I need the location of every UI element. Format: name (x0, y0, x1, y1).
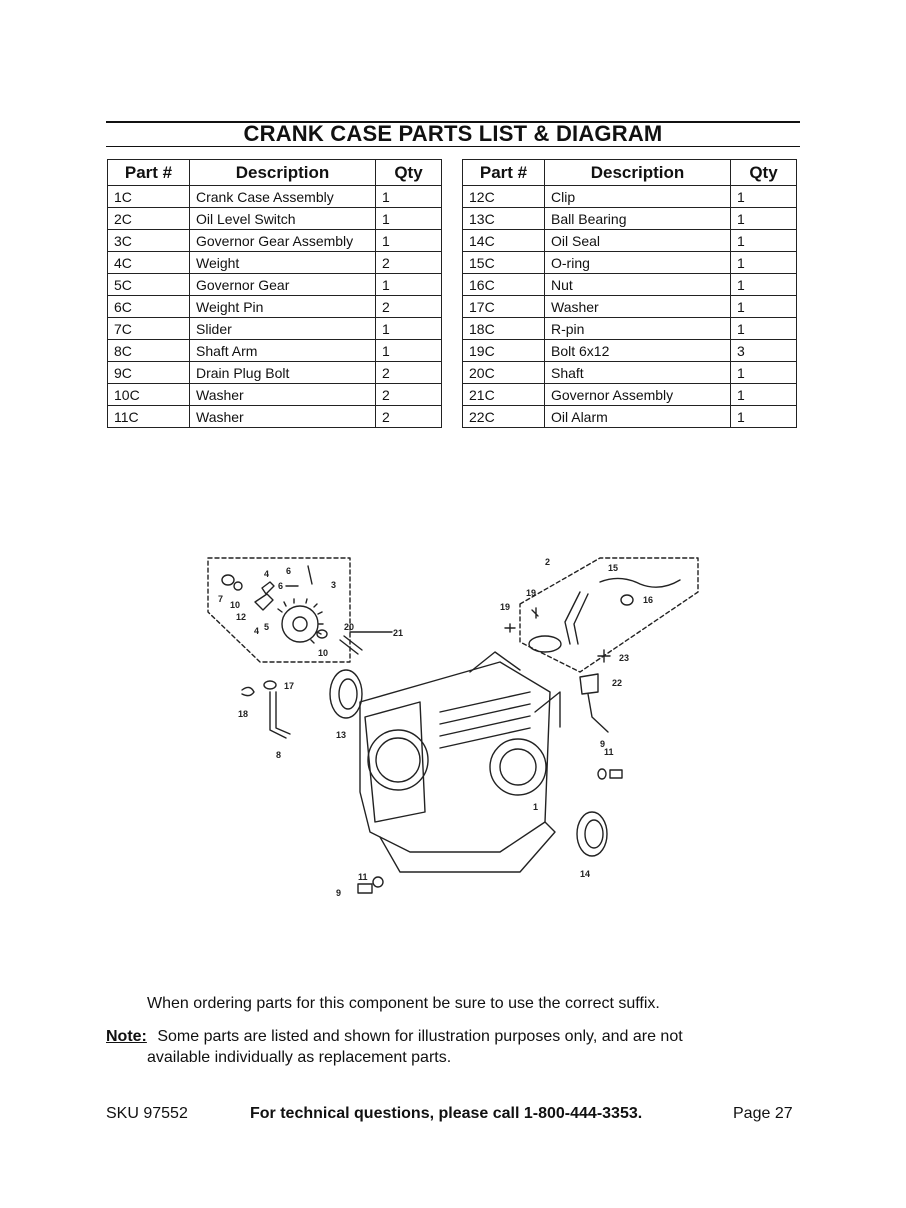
header-qty: Qty (376, 160, 442, 186)
callout-label: 16 (643, 595, 654, 605)
header-part: Part # (108, 160, 190, 186)
table-row (463, 208, 797, 230)
callout-label: 22 (612, 678, 623, 688)
suffix-instruction: When ordering parts for this component be sure to use the correct suffix. (147, 995, 660, 1012)
governor-shaft (340, 636, 362, 654)
table-row (108, 296, 442, 318)
cell-part: 16C (463, 274, 545, 296)
footer-sku: SKU 97552 (106, 1105, 188, 1122)
cell-part: 20C (463, 362, 545, 384)
header-description: Description (190, 160, 376, 186)
cell-part: 17C (463, 296, 545, 318)
crank-case-exploded-diagram (200, 552, 700, 912)
cell-description: Oil Alarm (545, 406, 731, 428)
table-row (108, 230, 442, 252)
cell-description: O-ring (545, 252, 731, 274)
callout-label: 9 (336, 888, 342, 898)
cell-description: Nut (545, 274, 731, 296)
oil-seal-part (577, 812, 607, 856)
cell-description: Governor Gear Assembly (190, 230, 376, 252)
table-header-row (463, 160, 797, 186)
cell-part: 6C (108, 296, 190, 318)
page-title: CRANK CASE PARTS LIST & DIAGRAM (243, 121, 663, 146)
callout-label: 6 (278, 581, 284, 591)
cell-qty: 2 (376, 252, 442, 274)
callout-label: 10 (230, 600, 241, 610)
callout-label: 11 (604, 747, 614, 757)
cell-qty: 1 (731, 384, 797, 406)
cell-part: 7C (108, 318, 190, 340)
table-row (463, 406, 797, 428)
callout-label: 5 (264, 622, 270, 632)
table-row (108, 362, 442, 384)
cell-part: 19C (463, 340, 545, 362)
header-description: Description (545, 160, 731, 186)
cell-qty: 1 (731, 186, 797, 208)
table-row (463, 230, 797, 252)
callout-label: 6 (286, 566, 292, 576)
callout-label: 15 (608, 563, 619, 573)
cell-part: 2C (108, 208, 190, 230)
cell-description: Governor Assembly (545, 384, 731, 406)
cell-part: 22C (463, 406, 545, 428)
cell-qty: 3 (731, 340, 797, 362)
callout-label: 13 (336, 730, 347, 740)
note-text-line-2: available individually as replacement parts. (147, 1049, 452, 1066)
callout-label: 10 (318, 648, 329, 658)
callout-label: 7 (218, 594, 224, 604)
shaft-arm-part (270, 692, 290, 738)
cell-description: Bolt 6x12 (545, 340, 731, 362)
table-row (463, 186, 797, 208)
cell-part: 8C (108, 340, 190, 362)
note-label: Note: (106, 1028, 147, 1045)
cell-description: Slider (190, 318, 376, 340)
cell-qty: 1 (376, 230, 442, 252)
callout-label: 4 (254, 626, 260, 636)
cell-part: 4C (108, 252, 190, 274)
cell-description: Ball Bearing (545, 208, 731, 230)
cell-qty: 1 (376, 340, 442, 362)
cell-part: 10C (108, 384, 190, 406)
cell-qty: 2 (376, 384, 442, 406)
footer-technical-questions: For technical questions, please call 1-800-444-3353. (250, 1105, 643, 1122)
callout-label: 17 (284, 681, 295, 691)
cell-description: Shaft Arm (190, 340, 376, 362)
cell-qty: 1 (731, 362, 797, 384)
weight-parts (255, 582, 274, 610)
governor-gear-part (278, 599, 323, 643)
r-pin-part (242, 687, 254, 695)
cell-description: Governor Gear (190, 274, 376, 296)
header-qty: Qty (731, 160, 797, 186)
callout-label: 8 (276, 750, 282, 760)
header-part: Part # (463, 160, 545, 186)
callout-label: 12 (236, 612, 247, 622)
cell-part: 11C (108, 406, 190, 428)
callout-label: 21 (393, 628, 404, 638)
cell-part: 1C (108, 186, 190, 208)
cell-part: 5C (108, 274, 190, 296)
washer-17-part (264, 681, 276, 689)
callout-label: 19 (526, 588, 537, 598)
table-row (108, 406, 442, 428)
callout-label: 14 (580, 869, 591, 879)
parts-table-left (107, 159, 442, 428)
cell-description: Shaft (545, 362, 731, 384)
callout-label: 4 (264, 569, 270, 579)
table-row (108, 340, 442, 362)
note-text-line-1: Some parts are listed and shown for illustration purposes only, and are not (157, 1028, 683, 1045)
cell-description: Washer (545, 296, 731, 318)
callout-label: 11 (358, 872, 368, 882)
callout-label: 3 (331, 580, 337, 590)
cell-part: 21C (463, 384, 545, 406)
cell-description: Washer (190, 406, 376, 428)
table-row (108, 274, 442, 296)
cell-description: Drain Plug Bolt (190, 362, 376, 384)
callout-label: 2 (545, 557, 551, 567)
cell-description: Crank Case Assembly (190, 186, 376, 208)
table-row (463, 274, 797, 296)
cell-description: Oil Level Switch (190, 208, 376, 230)
table-row (463, 318, 797, 340)
cell-part: 9C (108, 362, 190, 384)
callout-label: 18 (238, 709, 249, 719)
ball-bearing-part (330, 670, 362, 718)
table-row (463, 252, 797, 274)
crank-case-body (360, 652, 560, 872)
cell-part: 13C (463, 208, 545, 230)
table-row (463, 362, 797, 384)
cell-qty: 1 (731, 252, 797, 274)
cell-qty: 1 (731, 296, 797, 318)
table-row (108, 384, 442, 406)
table-row (108, 318, 442, 340)
table-row (463, 384, 797, 406)
cell-qty: 1 (376, 186, 442, 208)
cell-qty: 2 (376, 406, 442, 428)
note-paragraph (106, 1026, 683, 1047)
cell-description: Clip (545, 186, 731, 208)
callout-label: 9 (600, 739, 606, 749)
callout-label: 23 (619, 653, 630, 663)
table-header-row (108, 160, 442, 186)
callout-label: 1 (533, 802, 539, 812)
cell-qty: 1 (731, 406, 797, 428)
cell-qty: 1 (376, 274, 442, 296)
table-row (108, 252, 442, 274)
cell-qty: 1 (731, 230, 797, 252)
cell-description: Weight Pin (190, 296, 376, 318)
parts-table-right (462, 159, 797, 428)
cell-qty: 1 (731, 274, 797, 296)
cell-part: 18C (463, 318, 545, 340)
cell-description: R-pin (545, 318, 731, 340)
cell-description: Weight (190, 252, 376, 274)
cell-qty: 2 (376, 296, 442, 318)
cell-part: 14C (463, 230, 545, 252)
diagram-callouts (218, 557, 653, 898)
oil-alarm-part (580, 650, 610, 732)
cell-qty: 1 (731, 208, 797, 230)
cell-part: 15C (463, 252, 545, 274)
title-rule-bottom (106, 146, 800, 147)
cell-description: Washer (190, 384, 376, 406)
table-row (108, 186, 442, 208)
table-row (108, 208, 442, 230)
callout-label: 20 (344, 622, 355, 632)
table-row (463, 296, 797, 318)
cell-qty: 1 (731, 318, 797, 340)
oil-switch-group-outline (520, 558, 698, 672)
cell-qty: 1 (376, 208, 442, 230)
table-row (463, 340, 797, 362)
cell-qty: 2 (376, 362, 442, 384)
cell-part: 3C (108, 230, 190, 252)
cell-description: Oil Seal (545, 230, 731, 252)
cell-part: 12C (463, 186, 545, 208)
cell-qty: 1 (376, 318, 442, 340)
callout-label: 19 (500, 602, 511, 612)
footer-page-number: Page 27 (733, 1105, 793, 1122)
oil-level-switch-part (529, 578, 680, 652)
